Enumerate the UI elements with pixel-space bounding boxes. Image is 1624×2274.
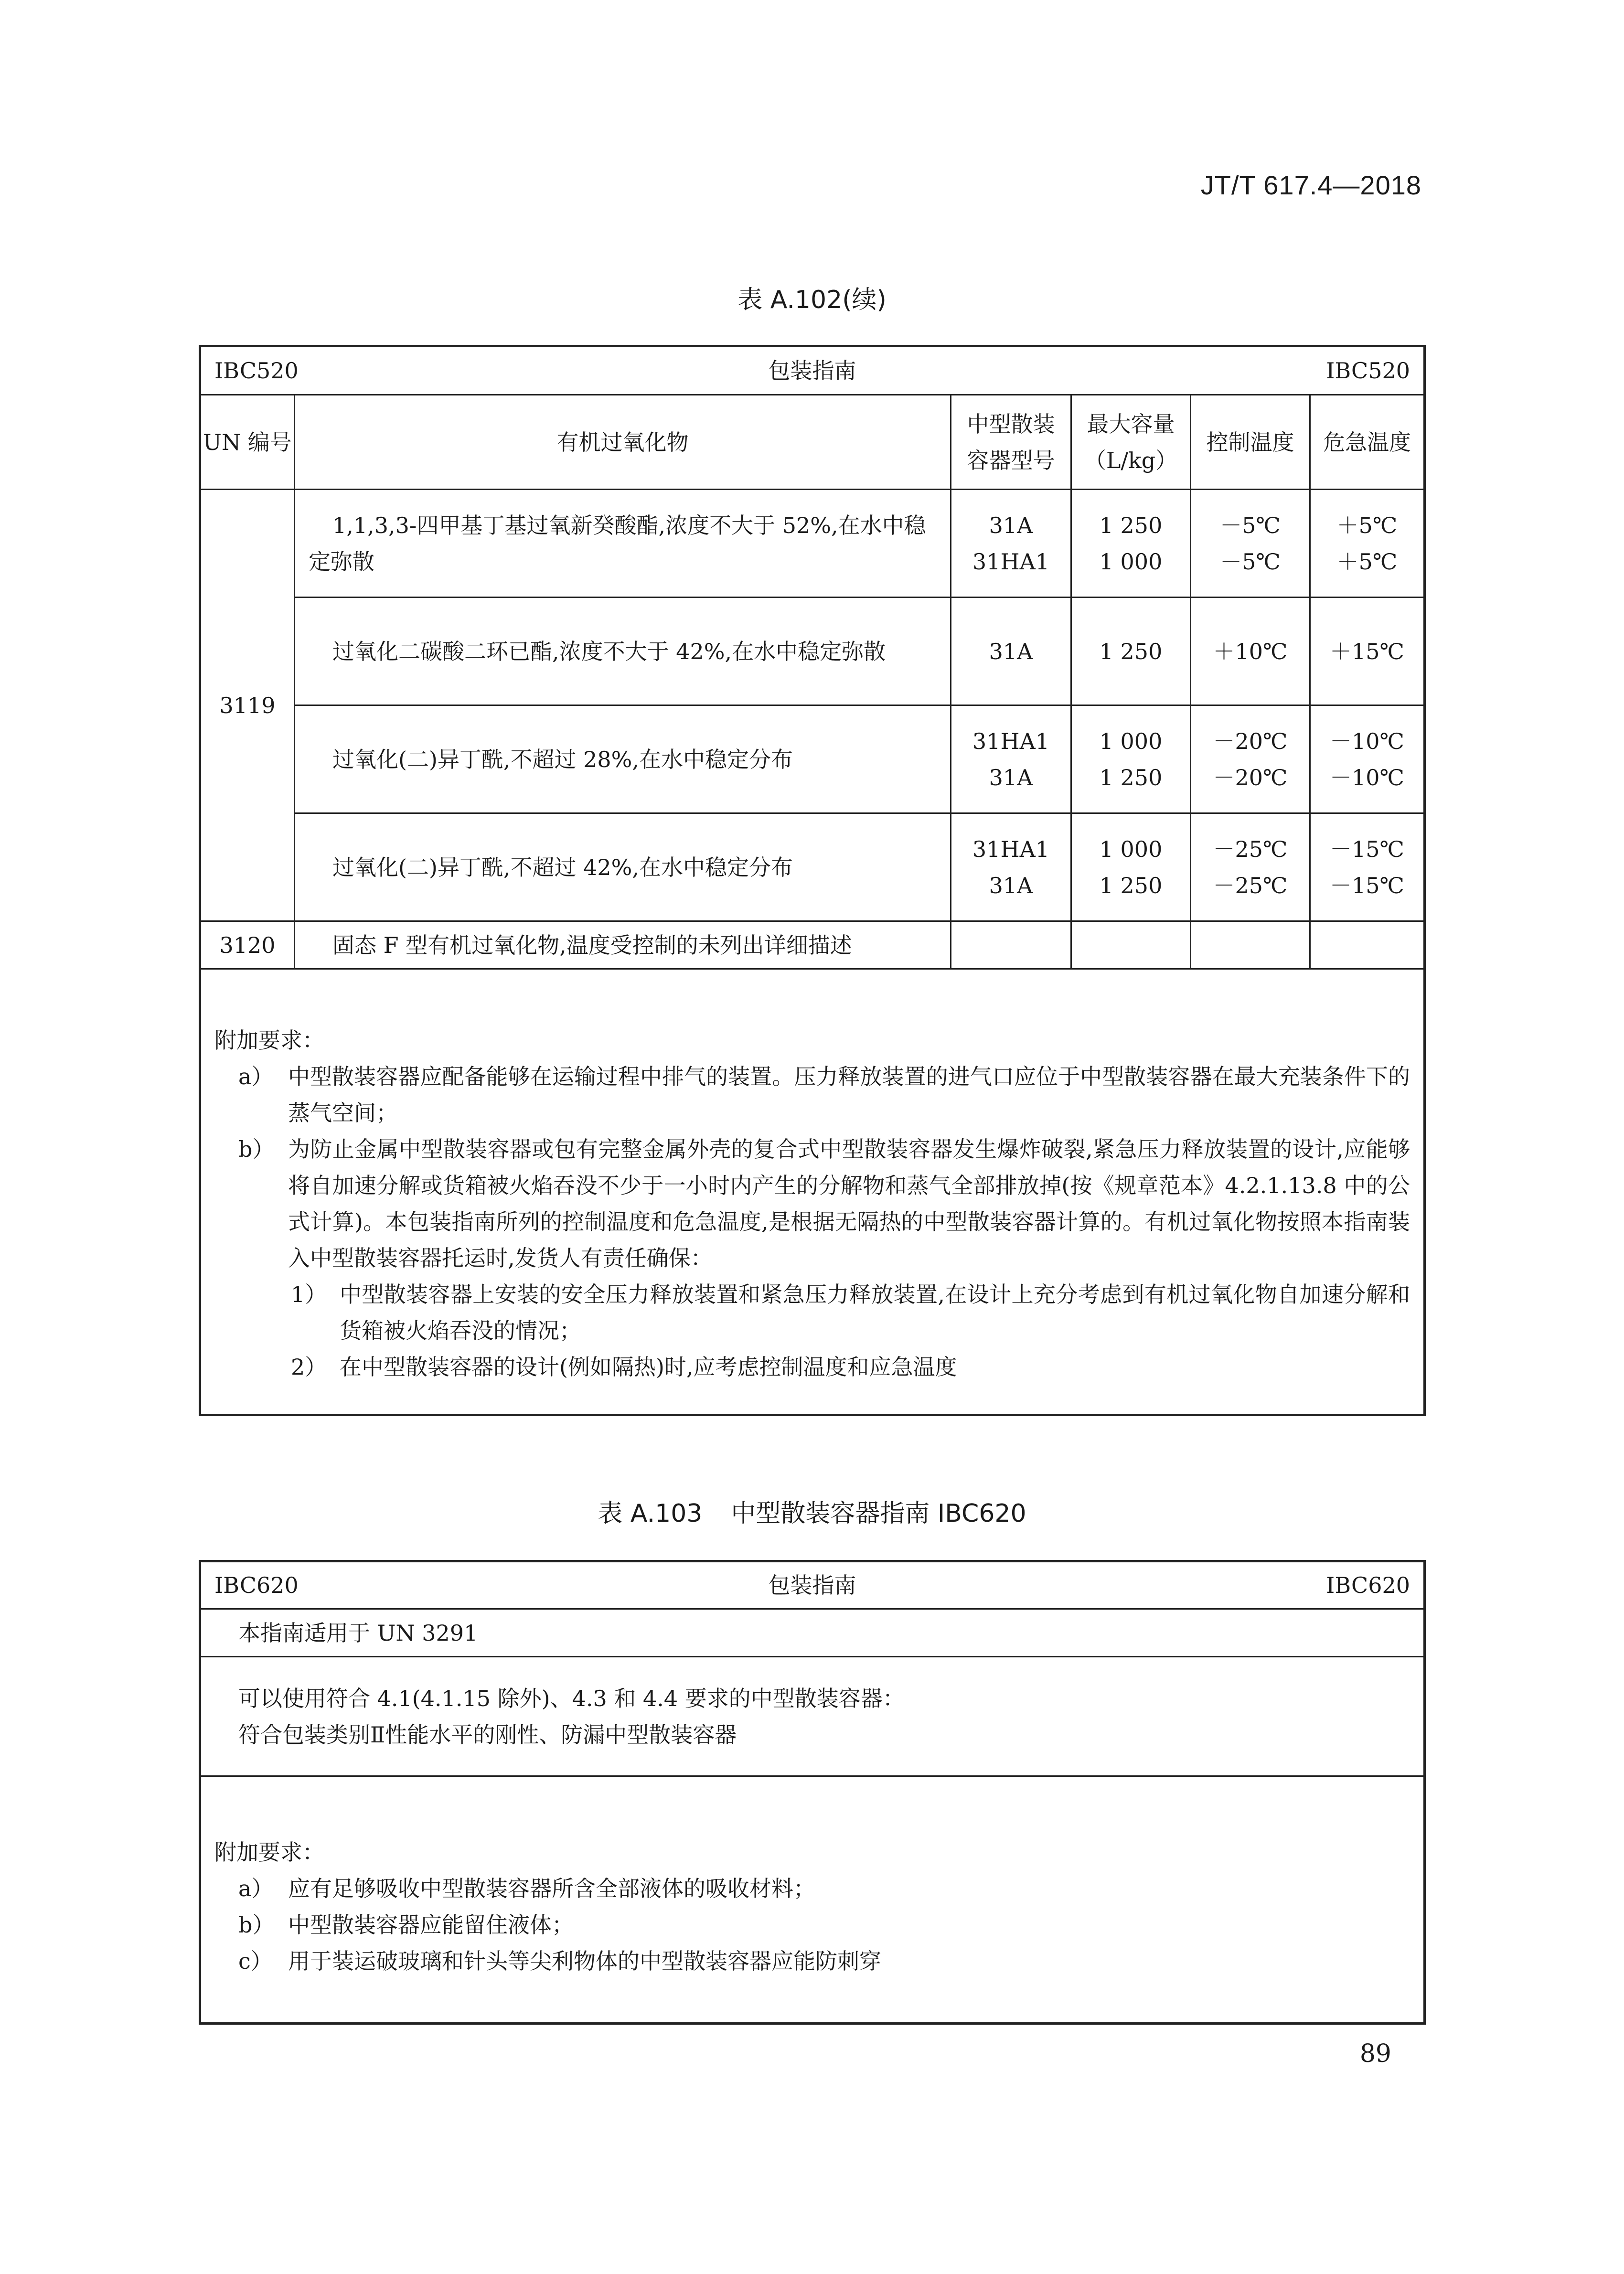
requirement-a xyxy=(214,1870,1410,1907)
allowed-line-1: 可以使用符合 4.1(4.1.15 除外)、4.3 和 4.4 要求的中型散装容器： xyxy=(238,1685,905,1711)
code-left: IBC620 xyxy=(214,1572,299,1598)
document-number: JT/T 617.4—2018 xyxy=(1200,170,1421,200)
table-row xyxy=(200,490,1425,598)
emergency-temp-cell: ＋15℃ xyxy=(1310,598,1425,705)
empty-cell xyxy=(951,921,1071,969)
item-label: b） xyxy=(238,1136,275,1162)
additional-requirements-ibc520 xyxy=(200,969,1425,1415)
item-text: 中型散装容器上安装的安全压力释放装置和紧急压力释放装置,在设计上充分考虑到有机过氧化物自加速分解和货箱被火焰吞没的情况； xyxy=(340,1281,1410,1344)
code-center: 包装指南 xyxy=(768,1572,856,1598)
col-header-type: 中型散装 容器型号 xyxy=(951,395,1071,490)
empty-cell xyxy=(1310,921,1425,969)
table-ibc520 xyxy=(199,345,1426,1416)
table-row xyxy=(200,813,1425,921)
additional-requirements-ibc620 xyxy=(200,1776,1425,2024)
scope-row: 本指南适用于 UN 3291 xyxy=(200,1609,1425,1657)
capacity-cell: 1 000 1 250 xyxy=(1071,813,1191,921)
item-text: 用于装运破玻璃和针头等尖利物体的中型散装容器应能防刺穿 xyxy=(288,1948,881,1974)
item-label: 1） xyxy=(291,1281,327,1307)
col-header-substance: 有机过氧化物 xyxy=(295,395,951,490)
item-text: 为防止金属中型散装容器或包有完整金属外壳的复合式中型散装容器发生爆炸破裂,紧急压力释放装置的设计,应能够将自加速分解或货箱被火焰吞没不少于一小时内产生的分解物和蒸气全部排放掉(按《规章范本》4.2.1.13.8 中的公式计算)。本包装指南所列的控制温度和危急温度,是根据无隔热的中型散装容器计算的。有机过氧化物按照本指南装入中型散装容器托运时,发货人有责任确保： xyxy=(288,1136,1410,1271)
item-text: 中型散装容器应配备能够在运输过程中排气的装置。压力释放装置的进气口应位于中型散装容器在最大充装条件下的蒸气空间； xyxy=(288,1064,1410,1126)
substance-cell: 过氧化二碳酸二环已酯,浓度不大于 42%,在水中稳定弥散 xyxy=(295,598,951,705)
item-text: 在中型散装容器的设计(例如隔热)时,应考虑控制温度和应急温度 xyxy=(340,1354,957,1380)
type-cell: 31HA1 31A xyxy=(951,813,1071,921)
col-header-capacity: 最大容量 （L/kg） xyxy=(1071,395,1191,490)
allowed-packagings xyxy=(200,1657,1425,1776)
substance-cell: 固态 F 型有机过氧化物,温度受控制的未列出详细描述 xyxy=(295,921,951,969)
col-header-control-temp: 控制温度 xyxy=(1191,395,1310,490)
code-row xyxy=(200,346,1425,395)
item-label: c） xyxy=(238,1948,273,1974)
un-number-3119: 3119 xyxy=(200,490,295,921)
table-a102-caption: 表 A.102(续) xyxy=(737,286,887,314)
item-text: 中型散装容器应能留住液体； xyxy=(288,1912,574,1938)
empty-cell xyxy=(1191,921,1310,969)
allowed-line-2: 符合包装类别Ⅱ性能水平的刚性、防漏中型散装容器 xyxy=(238,1721,737,1748)
table-a103-caption xyxy=(0,1493,1624,1529)
empty-cell xyxy=(1071,921,1191,969)
code-right: IBC520 xyxy=(1326,358,1410,384)
code-row xyxy=(200,1561,1425,1609)
requirement-b1 xyxy=(214,1276,1410,1349)
requirement-c xyxy=(214,1943,1410,1979)
item-label: a） xyxy=(238,1064,274,1089)
control-temp-cell: －25℃ －25℃ xyxy=(1191,813,1310,921)
type-cell: 31HA1 31A xyxy=(951,705,1071,813)
table-row xyxy=(200,598,1425,705)
col-header-un: UN 编号 xyxy=(200,395,295,490)
item-label: a） xyxy=(238,1876,274,1901)
capacity-cell: 1 250 xyxy=(1071,598,1191,705)
type-cell: 31A 31HA1 xyxy=(951,490,1071,598)
page-number: 89 xyxy=(1359,2039,1391,2068)
type-cell: 31A xyxy=(951,598,1071,705)
requirement-a xyxy=(214,1058,1410,1131)
code-center: 包装指南 xyxy=(768,358,856,384)
control-temp-cell: －20℃ －20℃ xyxy=(1191,705,1310,813)
code-left: IBC520 xyxy=(214,358,299,384)
item-label: b） xyxy=(238,1912,275,1938)
code-right: IBC620 xyxy=(1326,1572,1410,1598)
control-temp-cell: ＋10℃ xyxy=(1191,598,1310,705)
substance-cell: 1,1,3,3-四甲基丁基过氧新癸酸酯,浓度不大于 52%,在水中稳定弥散 xyxy=(295,490,951,598)
emergency-temp-cell: －10℃ －10℃ xyxy=(1310,705,1425,813)
control-temp-cell: －5℃ －5℃ xyxy=(1191,490,1310,598)
capacity-cell: 1 000 1 250 xyxy=(1071,705,1191,813)
substance-cell: 过氧化(二)异丁酰,不超过 42%,在水中稳定分布 xyxy=(295,813,951,921)
item-text: 应有足够吸收中型散装容器所含全部液体的吸收材料； xyxy=(288,1876,815,1901)
caption-title: 中型散装容器指南 IBC620 xyxy=(731,1499,1026,1528)
substance-cell: 过氧化(二)异丁酰,不超过 28%,在水中稳定分布 xyxy=(295,705,951,813)
col-header-emergency-temp: 危急温度 xyxy=(1310,395,1425,490)
requirement-b2 xyxy=(214,1349,1410,1385)
caption-number: 表 A.103 xyxy=(598,1499,703,1528)
item-label: 2） xyxy=(291,1354,327,1380)
table-ibc620 xyxy=(199,1560,1426,2025)
capacity-cell: 1 250 1 000 xyxy=(1071,490,1191,598)
requirements-title: 附加要求： xyxy=(214,1839,324,1865)
requirement-b xyxy=(214,1131,1410,1276)
table-row xyxy=(200,921,1425,969)
requirement-b xyxy=(214,1907,1410,1943)
emergency-temp-cell: ＋5℃ ＋5℃ xyxy=(1310,490,1425,598)
un-number-3120: 3120 xyxy=(200,921,295,969)
emergency-temp-cell: －15℃ －15℃ xyxy=(1310,813,1425,921)
table-row xyxy=(200,705,1425,813)
requirements-title: 附加要求： xyxy=(214,1027,324,1053)
